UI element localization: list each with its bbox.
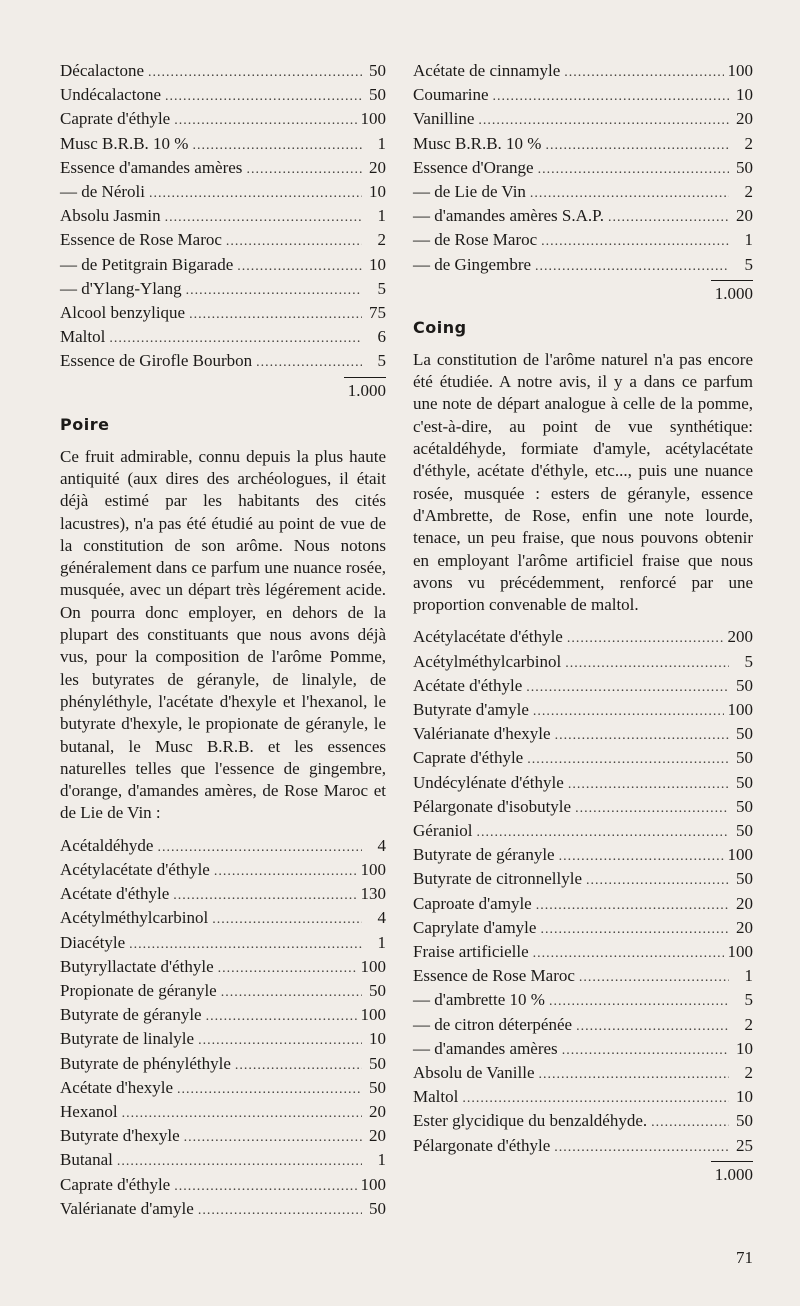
leader-dots: [246, 159, 362, 181]
ingredient-quantity: 20: [369, 1126, 386, 1146]
ingredient-quantity: 50: [736, 1111, 753, 1131]
list-total: 1.000: [711, 280, 753, 304]
ingredient-quantity: 2: [744, 133, 753, 153]
ingredient-row: [413, 699, 753, 723]
leader-dots: [237, 256, 362, 278]
leader-dots: [226, 231, 362, 253]
leader-dots: [538, 159, 729, 181]
ingredient-row: [413, 917, 753, 941]
ingredient-name: Butyryllactate d'éthyle: [60, 956, 214, 976]
ingredient-name: Vanilline: [413, 109, 475, 129]
ingredient-quantity: 50: [369, 1077, 386, 1097]
leader-dots: [540, 919, 729, 941]
ingredient-row: [413, 651, 753, 675]
ingredient-row: [60, 278, 386, 302]
ingredient-row: [60, 1149, 386, 1173]
ingredient-name: Hexanol: [60, 1101, 118, 1121]
leader-dots: [218, 958, 357, 980]
ingredient-row: [413, 844, 753, 868]
ingredient-name: Maltol: [60, 327, 106, 347]
ingredient-quantity: 2: [744, 1014, 753, 1034]
leader-dots: [549, 991, 729, 1013]
ingredient-quantity: 1: [377, 1150, 386, 1170]
leader-dots: [539, 1064, 729, 1086]
leader-dots: [579, 967, 729, 989]
leader-dots: [462, 1088, 729, 1110]
leader-dots: [174, 110, 356, 132]
ingredient-quantity: 50: [736, 821, 753, 841]
ingredient-name: — de Rose Maroc: [413, 230, 538, 250]
ingredient-name: Fraise artificielle: [413, 942, 529, 962]
ingredient-row: [413, 1062, 753, 1086]
ingredient-row: [413, 772, 753, 796]
ingredient-name: Essence de Rose Maroc: [60, 230, 222, 250]
leader-dots: [212, 909, 362, 931]
ingredient-row: [60, 133, 386, 157]
ingredient-row: [60, 859, 386, 883]
ingredient-quantity: 5: [377, 278, 386, 298]
leader-dots: [192, 135, 362, 157]
leader-dots: [129, 934, 362, 956]
ingredient-name: Butyrate de phényléthyle: [60, 1053, 231, 1073]
ingredient-quantity: 50: [736, 748, 753, 768]
leader-dots: [527, 749, 729, 771]
ingredient-quantity: 100: [727, 845, 753, 865]
left-column: [60, 60, 386, 1222]
ingredient-name: Butyrate de citronnellyle: [413, 869, 582, 889]
ingredient-quantity: 20: [369, 1101, 386, 1121]
ingredient-row: [60, 84, 386, 108]
ingredient-list: [413, 60, 753, 278]
ingredient-name: — de Gingembre: [413, 254, 532, 274]
ingredient-row: [60, 1101, 386, 1125]
ingredient-quantity: 50: [736, 869, 753, 889]
leader-dots: [478, 110, 729, 132]
ingredient-row: [60, 1004, 386, 1028]
ingredient-name: Undécalactone: [60, 85, 161, 105]
ingredient-name: Ester glycidique du benzaldéhyde.: [413, 1111, 648, 1131]
leader-dots: [149, 183, 362, 205]
ingredient-row: [413, 626, 753, 650]
ingredient-quantity: 1: [744, 230, 753, 250]
leader-dots: [576, 1016, 729, 1038]
leader-dots: [568, 774, 729, 796]
ingredient-name: Musc B.R.B. 10 %: [413, 133, 542, 153]
ingredient-name: Butanal: [60, 1150, 113, 1170]
ingredient-row: [60, 956, 386, 980]
ingredient-row: [413, 868, 753, 892]
leader-dots: [198, 1030, 362, 1052]
ingredient-quantity: 100: [360, 859, 386, 879]
ingredient-quantity: 50: [369, 61, 386, 80]
ingredient-quantity: 2: [744, 182, 753, 202]
ingredient-row: [413, 675, 753, 699]
ingredient-quantity: 50: [369, 1053, 386, 1073]
ingredient-name: Coumarine: [413, 85, 489, 105]
ingredient-row: [60, 883, 386, 907]
leader-dots: [235, 1055, 362, 1077]
ingredient-quantity: 1: [377, 133, 386, 153]
ingredient-name: Acétylacétate d'éthyle: [60, 859, 210, 879]
leader-dots: [186, 280, 362, 302]
leader-dots: [651, 1112, 729, 1134]
ingredient-name: — d'ambrette 10 %: [413, 990, 545, 1010]
ingredient-row: [413, 1038, 753, 1062]
ingredient-name: Caproate d'amyle: [413, 893, 532, 913]
ingredient-row: [60, 1077, 386, 1101]
ingredient-name: Acétaldéhyde: [60, 835, 154, 855]
leader-dots: [535, 256, 729, 278]
ingredient-row: [60, 108, 386, 132]
ingredient-quantity: 1: [377, 206, 386, 226]
leader-dots: [184, 1127, 362, 1149]
ingredient-name: Pélargonate d'éthyle: [413, 1135, 551, 1155]
list-total: 1.000: [711, 1161, 753, 1185]
leader-dots: [174, 1176, 356, 1198]
leader-dots: [567, 628, 724, 650]
leader-dots: [533, 943, 724, 965]
ingredient-row: [413, 205, 753, 229]
ingredient-row: [60, 350, 386, 374]
leader-dots: [221, 982, 362, 1004]
section-paragraph: La constitution de l'arôme naturel n'a pas encore été étudiée. A notre avis, il y a dans ce parfum une note de départ analogue à celle de la pomme, c'est-à-dire, au point de vue synthétique: acétaldéhyde, formiate d'amyle, acétylacétate d'éthyle, acétate d'éthyle, etc..., puis une nuance rosée, musquée : esters de géranyle, essence d'Ambrette, de Rose, enfin une note lourde, tenace, un peu fraise, que nous pouvons obtenir en employant l'arôme artificiel fraise que nous avons vu précédemment, renforcé par une proportion convenable de maltol.: [413, 349, 753, 615]
leader-dots: [109, 328, 362, 350]
ingredient-row: [413, 133, 753, 157]
leader-dots: [586, 870, 729, 892]
ingredient-list: [60, 835, 386, 1222]
ingredient-row: [413, 229, 753, 253]
section-heading: Coing: [413, 317, 467, 337]
ingredient-quantity: 100: [360, 956, 386, 976]
ingredient-name: Essence de Rose Maroc: [413, 966, 575, 986]
leader-dots: [565, 653, 729, 675]
ingredient-row: [413, 820, 753, 844]
leader-dots: [189, 304, 362, 326]
ingredient-name: Décalactone: [60, 61, 144, 80]
ingredient-row: [413, 1086, 753, 1110]
ingredient-quantity: 50: [369, 1198, 386, 1218]
ingredient-name: Maltol: [413, 1087, 459, 1107]
ingredient-quantity: 2: [744, 1063, 753, 1083]
ingredient-name: Acétate de cinnamyle: [413, 61, 561, 80]
ingredient-row: [60, 326, 386, 350]
ingredient-row: [413, 1135, 753, 1159]
ingredient-quantity: 10: [736, 85, 753, 105]
ingredient-quantity: 1: [377, 932, 386, 952]
ingredient-name: Acétate d'hexyle: [60, 1077, 174, 1097]
leader-dots: [256, 352, 362, 374]
ingredient-row: [60, 1174, 386, 1198]
ingredient-row: [413, 893, 753, 917]
leader-dots: [530, 183, 729, 205]
ingredient-name: Absolu Jasmin: [60, 206, 161, 226]
ingredient-name: Essence d'Orange: [413, 157, 534, 177]
ingredient-name: Propionate de géranyle: [60, 980, 217, 1000]
ingredient-quantity: 100: [727, 700, 753, 719]
ingredient-row: [413, 1014, 753, 1038]
leader-dots: [575, 798, 729, 820]
leader-dots: [562, 1040, 729, 1062]
ingredient-row: [413, 108, 753, 132]
ingredient-quantity: 1: [744, 966, 753, 986]
ingredient-quantity: 50: [736, 796, 753, 816]
ingredient-quantity: 100: [360, 1005, 386, 1025]
leader-dots: [559, 846, 724, 868]
ingredient-name: — d'Ylang-Ylang: [60, 278, 182, 298]
ingredient-quantity: 100: [727, 61, 753, 80]
ingredient-name: Musc B.R.B. 10 %: [60, 133, 189, 153]
ingredient-quantity: 5: [744, 254, 753, 274]
leader-dots: [157, 837, 362, 859]
ingredient-quantity: 4: [377, 908, 386, 928]
leader-dots: [122, 1103, 362, 1125]
ingredient-row: [413, 157, 753, 181]
ingredient-quantity: 10: [369, 254, 386, 274]
section-heading: Poire: [60, 414, 110, 434]
ingredient-name: Butyrate de géranyle: [60, 1005, 202, 1025]
leader-dots: [545, 135, 729, 157]
ingredient-quantity: 2: [377, 230, 386, 250]
ingredient-quantity: 5: [744, 990, 753, 1010]
ingredient-row: [60, 980, 386, 1004]
ingredient-row: [413, 723, 753, 747]
ingredient-quantity: 25: [736, 1135, 753, 1155]
ingredient-row: [413, 941, 753, 965]
ingredient-quantity: 20: [736, 917, 753, 937]
ingredient-row: [413, 747, 753, 771]
ingredient-row: [60, 254, 386, 278]
ingredient-row: [60, 1028, 386, 1052]
ingredient-quantity: 10: [369, 1029, 386, 1049]
ingredient-name: Acétylméthylcarbinol: [413, 651, 562, 671]
ingredient-name: Essence d'amandes amères: [60, 157, 243, 177]
right-column: [413, 60, 753, 1185]
ingredient-quantity: 20: [369, 157, 386, 177]
leader-dots: [493, 86, 729, 108]
ingredient-list: [60, 60, 386, 375]
ingredient-quantity: 50: [736, 157, 753, 177]
ingredient-row: [413, 989, 753, 1013]
ingredient-name: Valérianate d'amyle: [60, 1198, 194, 1218]
ingredient-quantity: 75: [369, 303, 386, 323]
ingredient-name: Alcool benzylique: [60, 303, 186, 323]
leader-dots: [214, 861, 357, 883]
ingredient-quantity: 100: [727, 942, 753, 962]
ingredient-name: Caprate d'éthyle: [60, 1174, 171, 1194]
ingredient-name: Acétate d'éthyle: [60, 884, 170, 904]
page-number: 71: [736, 1248, 753, 1267]
ingredient-row: [60, 60, 386, 84]
ingredient-name: Butyrate de linalyle: [60, 1029, 195, 1049]
ingredient-quantity: 100: [360, 109, 386, 129]
ingredient-row: [60, 907, 386, 931]
leader-dots: [206, 1006, 357, 1028]
ingredient-name: Diacétyle: [60, 932, 126, 952]
leader-dots: [533, 701, 724, 723]
ingredient-quantity: 20: [736, 206, 753, 226]
ingredient-quantity: 6: [377, 327, 386, 347]
ingredient-name: Butyrate d'hexyle: [60, 1126, 180, 1146]
ingredient-quantity: 100: [360, 1174, 386, 1194]
ingredient-name: — d'amandes amères: [413, 1038, 558, 1058]
leader-dots: [526, 677, 729, 699]
leader-dots: [165, 207, 362, 229]
leader-dots: [564, 62, 723, 84]
leader-dots: [536, 895, 729, 917]
ingredient-quantity: 200: [727, 627, 753, 647]
ingredient-quantity: 20: [736, 893, 753, 913]
ingredient-name: — d'amandes amères S.A.P.: [413, 206, 604, 226]
ingredient-name: Pélargonate d'isobutyle: [413, 796, 572, 816]
ingredient-quantity: 10: [736, 1038, 753, 1058]
ingredient-row: [413, 60, 753, 84]
ingredient-row: [60, 205, 386, 229]
leader-dots: [173, 885, 356, 907]
leader-dots: [555, 725, 729, 747]
ingredient-name: Butyrate d'amyle: [413, 700, 529, 719]
list-total-row: [413, 1161, 753, 1185]
ingredient-row: [60, 1125, 386, 1149]
ingredient-name: Acétylméthylcarbinol: [60, 908, 209, 928]
ingredient-quantity: 20: [736, 109, 753, 129]
ingredient-row: [60, 229, 386, 253]
ingredient-quantity: 50: [736, 675, 753, 695]
ingredient-list: [413, 626, 753, 1158]
ingredient-name: Caprylate d'amyle: [413, 917, 537, 937]
ingredient-quantity: 10: [736, 1087, 753, 1107]
ingredient-quantity: 10: [369, 182, 386, 202]
list-total-row: [413, 280, 753, 304]
ingredient-row: [413, 181, 753, 205]
ingredient-name: Caprate d'éthyle: [413, 748, 524, 768]
ingredient-row: [60, 932, 386, 956]
ingredient-name: — de Petitgrain Bigarade: [60, 254, 234, 274]
ingredient-row: [60, 835, 386, 859]
list-total-row: [60, 377, 386, 401]
ingredient-row: [413, 84, 753, 108]
ingredient-row: [60, 302, 386, 326]
ingredient-quantity: 50: [369, 85, 386, 105]
leader-dots: [541, 231, 729, 253]
leader-dots: [554, 1137, 729, 1159]
ingredient-name: Acétylacétate d'éthyle: [413, 627, 563, 647]
ingredient-row: [60, 1198, 386, 1222]
ingredient-name: Absolu de Vanille: [413, 1063, 535, 1083]
ingredient-quantity: 4: [377, 835, 386, 855]
ingredient-name: — de citron déterpénée: [413, 1014, 573, 1034]
section-paragraph: Ce fruit admirable, connu depuis la plus haute antiquité (aux dires des archéologues, il était déjà estimé par les habitants des cités lacustres), n'a pas été étudié au point de vue de la constitution de son arôme. Nous notons généralement dans ce parfum une nuance rosée, musquée, avec un départ très légérement acide. On pourra donc employer, en dehors de la plupart des constituants que nous avons déjà vus, pour la composition de l'arôme Pomme, les butyrates de géranyle, de linalyle, de phényléthyle, l'acétate d'hexyle et l'hexanol, le butyrate d'hexyle, le propionate de géranyle, le butanal, le Musc B.R.B. et les essences naturelles telles que l'essence de gingembre, d'orange, d'amandes amères, de Rose Maroc et de Lie de Vin :: [60, 446, 386, 823]
leader-dots: [148, 62, 362, 84]
leader-dots: [165, 86, 362, 108]
leader-dots: [117, 1151, 362, 1173]
ingredient-quantity: 5: [377, 351, 386, 371]
ingredient-name: Undécylénate d'éthyle: [413, 772, 564, 792]
ingredient-name: Butyrate de géranyle: [413, 845, 555, 865]
leader-dots: [198, 1200, 362, 1222]
ingredient-quantity: 50: [736, 772, 753, 792]
ingredient-name: Valérianate d'hexyle: [413, 724, 551, 744]
ingredient-name: — de Lie de Vin: [413, 182, 526, 202]
ingredient-name: Acétate d'éthyle: [413, 675, 523, 695]
ingredient-name: — de Néroli: [60, 182, 145, 202]
ingredient-row: [60, 181, 386, 205]
ingredient-quantity: 5: [744, 651, 753, 671]
ingredient-name: Caprate d'éthyle: [60, 109, 171, 129]
ingredient-row: [413, 965, 753, 989]
ingredient-name: Géraniol: [413, 821, 473, 841]
list-total: 1.000: [344, 377, 386, 401]
ingredient-quantity: 50: [736, 724, 753, 744]
ingredient-row: [413, 254, 753, 278]
ingredient-row: [60, 157, 386, 181]
ingredient-quantity: 130: [360, 884, 386, 904]
leader-dots: [177, 1079, 362, 1101]
ingredient-row: [60, 1053, 386, 1077]
ingredient-name: Essence de Girofle Bourbon: [60, 351, 253, 371]
ingredient-row: [413, 796, 753, 820]
ingredient-row: [413, 1110, 753, 1134]
leader-dots: [608, 207, 729, 229]
ingredient-quantity: 50: [369, 980, 386, 1000]
leader-dots: [476, 822, 729, 844]
